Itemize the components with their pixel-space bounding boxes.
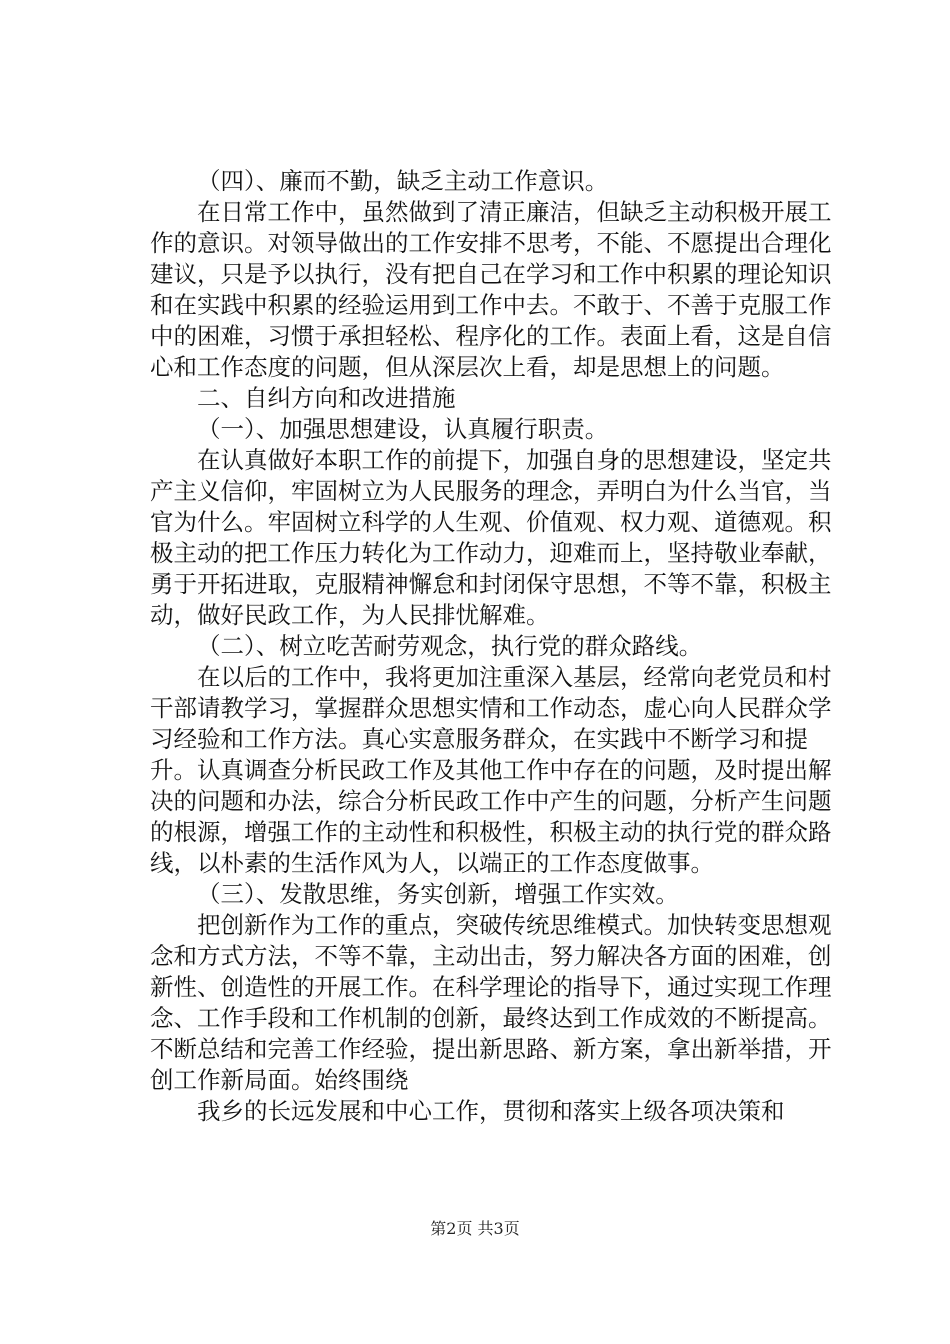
page-footer: 第2页 共3页: [430, 1219, 520, 1238]
document-body: [150, 166, 840, 1127]
body-paragraph: 在认真做好本职工作的前提下，加强自身的思想建设，坚定共产主义信仰，牢固树立为人民服务的理念，弄明白为什么当官，当官为什么。牢固树立科学的人生观、价值观、权力观、道德观。积极主动的把工作压力转化为工作动力，迎难而上，坚持敬业奉献，勇于开拓进取，克服精神懈怠和封闭保守思想，不等不靠，积极主动，做好民政工作，为人民排忧解难。: [150, 446, 832, 629]
section-heading-3: （三）、发散思维，务实创新，增强工作实效。: [197, 880, 679, 908]
section-heading-2: （二）、树立吃苦耐劳观念，执行党的群众路线。: [197, 632, 703, 660]
main-heading-2: 二、自纠方向和改进措施: [197, 384, 456, 412]
section-heading-1: （一）、加强思想建设，认真履行职责。: [197, 415, 609, 443]
section-heading-4: （四）、廉而不勤，缺乏主动工作意识。: [197, 167, 609, 195]
body-paragraph: 在日常工作中，虽然做到了清正廉洁，但缺乏主动积极开展工作的意识。对领导做出的工作安排不思考，不能、不愿提出合理化建议，只是予以执行，没有把自己在学习和工作中积累的理论知识和在实践中积累的经验运用到工作中去。不敢于、不善于克服工作中的困难，习惯于承担轻松、程序化的工作。表面上看，这是自信心和工作态度的问题，但从深层次上看，却是思想上的问题。: [150, 198, 832, 381]
body-paragraph: 我乡的长远发展和中心工作，贯彻和落实上级各项决策和: [197, 1097, 785, 1125]
body-paragraph: 在以后的工作中，我将更加注重深入基层，经常向老党员和村干部请教学习，掌握群众思想实情和工作动态，虚心向人民群众学习经验和工作方法。真心实意服务群众，在实践中不断学习和提升。认真调查分析民政工作及其他工作中存在的问题，及时提出解决的问题和办法，综合分析民政工作中产生的问题，分析产生问题的根源，增强工作的主动性和积极性，积极主动的执行党的群众路线，以朴素的生活作风为人，以端正的工作态度做事。: [150, 663, 832, 877]
body-paragraph: 把创新作为工作的重点，突破传统思维模式。加快转变思想观念和方式方法，不等不靠，主动出击，努力解决各方面的困难，创新性、创造性的开展工作。在科学理论的指导下，通过实现工作理念、工作手段和工作机制的创新，最终达到工作成效的不断提高。不断总结和完善工作经验，提出新思路、新方案，拿出新举措，开创工作新局面。始终围绕: [150, 911, 832, 1094]
